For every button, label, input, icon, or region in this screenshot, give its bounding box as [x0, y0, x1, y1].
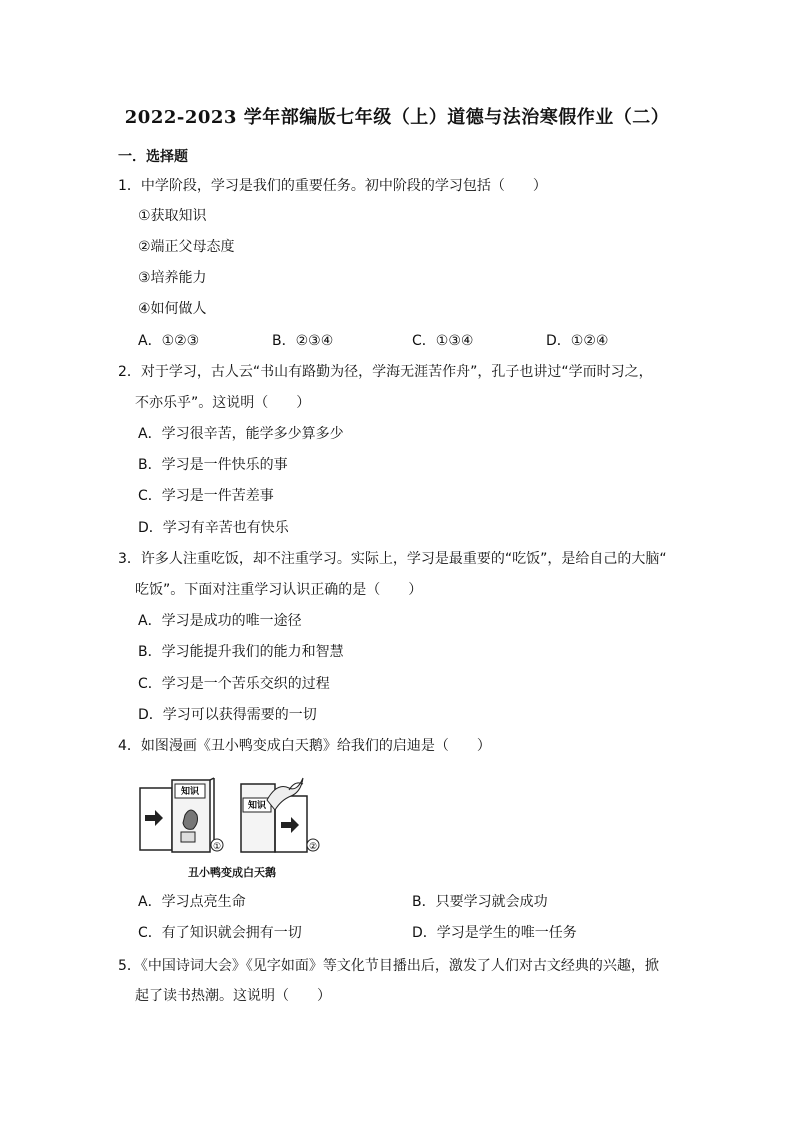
- question-1-item: ①获取知识: [138, 208, 207, 224]
- question-1-option-a: A．①②③: [138, 333, 200, 349]
- question-2-option-c: C．学习是一件苦差事: [138, 488, 274, 504]
- question-2-option-d: D．学习有辛苦也有快乐: [138, 520, 289, 536]
- question-3-option-c: C．学习是一个苦乐交织的过程: [138, 676, 330, 692]
- question-2-option-b: B．学习是一件快乐的事: [138, 457, 288, 473]
- question-2-stem: 2．对于学习，古人云“书山有路勤为径，学海无涯苦作舟”，孔子也讲过“学而时习之，: [118, 364, 653, 380]
- cartoon-illustration: [137, 770, 327, 862]
- question-4-stem: 4．如图漫画《丑小鸭变成白天鹅》给我们的启迪是（ ）: [118, 738, 491, 754]
- question-3-stem: 3．许多人注重吃饭，却不注重学习。实际上，学习是最重要的“吃饭”，是给自己的大脑“: [118, 551, 667, 567]
- question-1-item: ④如何做人: [138, 301, 207, 317]
- question-4-option-d: D．学习是学生的唯一任务: [412, 925, 577, 941]
- question-1-option-c: C．①③④: [412, 333, 474, 349]
- cartoon-figure: [137, 770, 327, 885]
- section-heading: 一．选择题: [118, 149, 188, 165]
- question-3-stem-cont: 吃饭”。下面对注重学习认识正确的是（ ）: [135, 582, 423, 598]
- question-5-stem: 5．《中国诗词大会》《见字如面》等文化节目播出后，激发了人们对古文经典的兴趣，掀: [118, 958, 659, 974]
- book-label-2: 知识: [247, 801, 267, 811]
- book-panel-1: [140, 778, 223, 852]
- book-panel-2: [241, 778, 319, 852]
- question-1-stem: 1．中学阶段，学习是我们的重要任务。初中阶段的学习包括（ ）: [118, 178, 547, 194]
- panel-1-number: ①: [212, 842, 222, 852]
- question-1-item: ②端正父母态度: [138, 239, 235, 255]
- panel-2-number: ②: [308, 842, 318, 852]
- question-3-option-d: D．学习可以获得需要的一切: [138, 707, 317, 723]
- question-1-option-d: D．①②④: [546, 333, 609, 349]
- question-4-option-a: A．学习点亮生命: [138, 894, 246, 910]
- question-2-stem-cont: 不亦乐乎”。这说明（ ）: [135, 395, 311, 411]
- page-title: 2022-2023 学年部编版七年级（上）道德与法治寒假作业（二）: [124, 107, 670, 128]
- book-label-1: 知识: [180, 787, 200, 797]
- question-3-option-a: A．学习是成功的唯一途径: [138, 613, 302, 629]
- figure-caption: 丑小鸭变成白天鹅: [188, 866, 276, 879]
- question-1-item: ③培养能力: [138, 270, 207, 286]
- question-3-option-b: B．学习能提升我们的能力和智慧: [138, 644, 344, 660]
- question-4-option-b: B．只要学习就会成功: [412, 894, 548, 910]
- question-4-option-c: C．有了知识就会拥有一切: [138, 925, 302, 941]
- question-1-option-b: B．②③④: [272, 333, 334, 349]
- question-2-option-a: A．学习很辛苦，能学多少算多少: [138, 426, 344, 442]
- question-5-stem-cont: 起了读书热潮。这说明（ ）: [135, 988, 331, 1004]
